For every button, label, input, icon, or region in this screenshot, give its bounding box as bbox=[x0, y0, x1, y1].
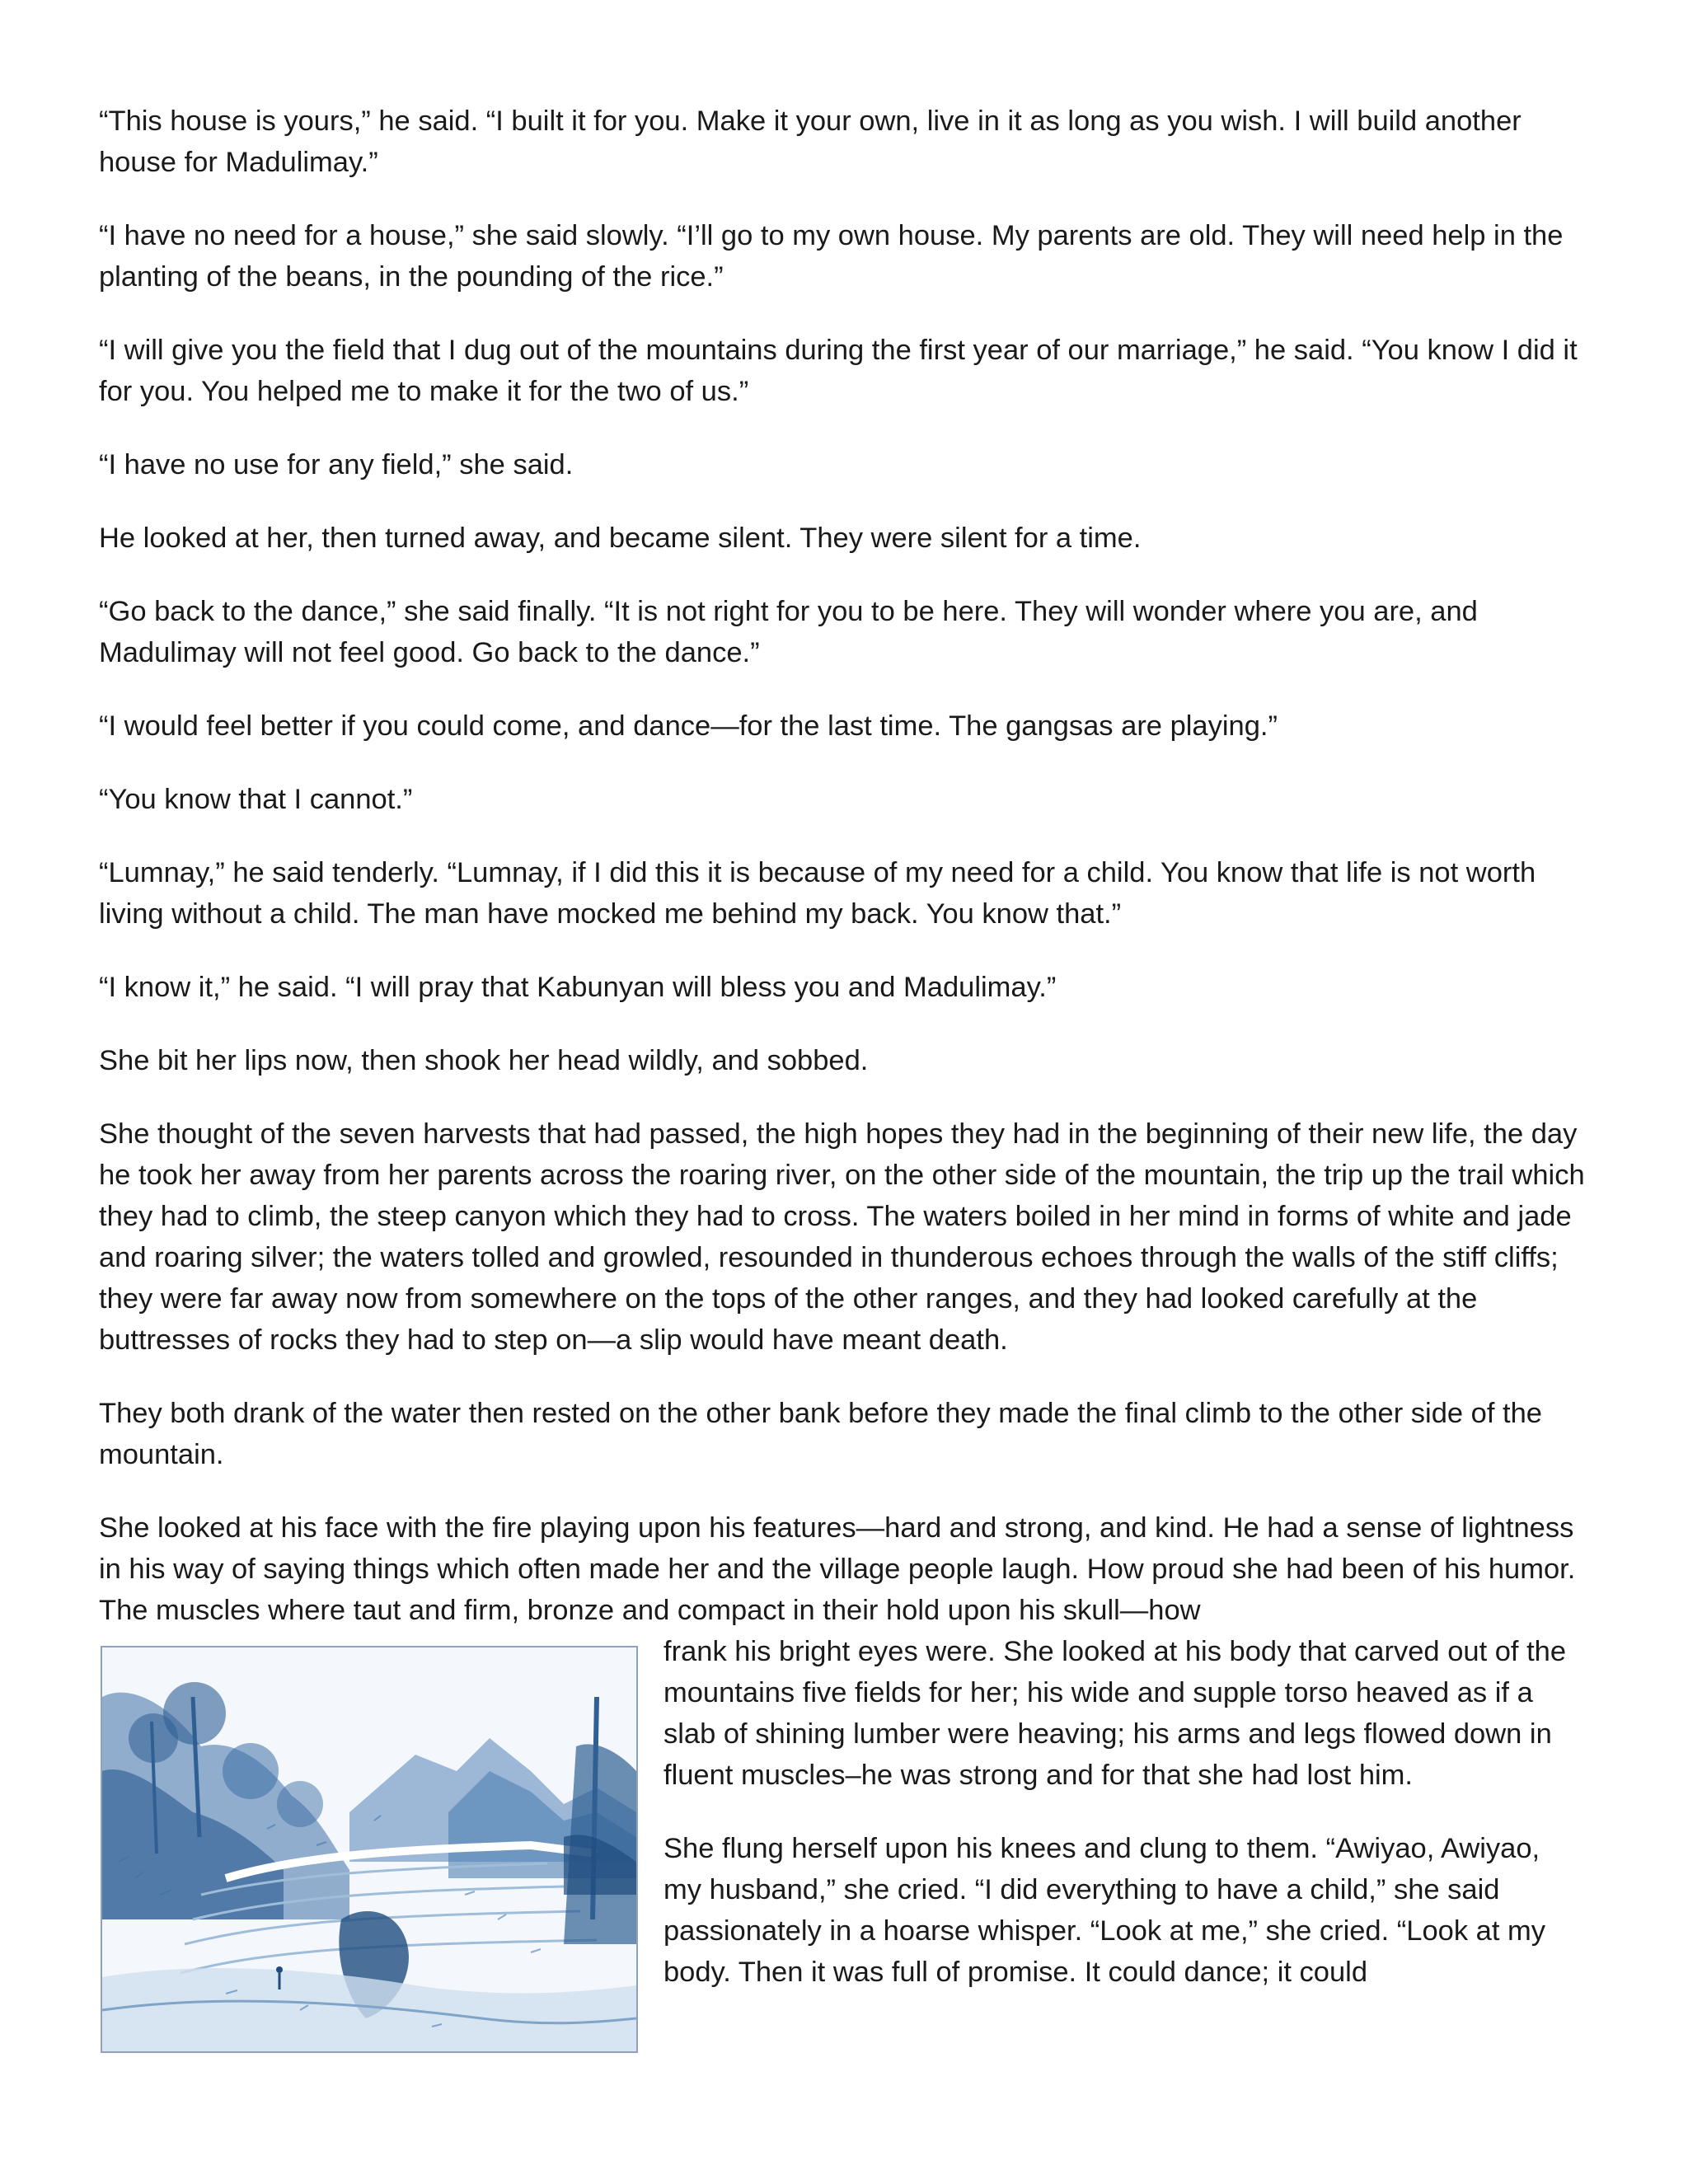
paragraph: “This house is yours,” he said. “I built it for you. Make it your own, live in it as long as you wish. I will build another house for Madulimay.” bbox=[99, 105, 1522, 178]
paragraph: She looked at his face with the fire playing upon his features—hard and strong, and kind. He had a sense of lightness in his way of saying things which often made her and the village people laugh. How proud she had been of his humor. The muscles where taut and firm, bronze and compact in their hold upon his skull—how bbox=[99, 1512, 1576, 1626]
rice-terraces-illustration bbox=[101, 1646, 638, 2053]
paragraph: He looked at her, then turned away, and became silent. They were silent for a time. bbox=[99, 523, 1142, 554]
paragraph: She flung herself upon his knees and clung to them. “Awiyao, Awiyao, my husband,” she cried. “I did everything to have a child,” she said passionately in a hoarse whisper. “Look at me,” she cried. “Look at my body. Then it was full of promise. It could dance; it could bbox=[663, 1833, 1546, 1988]
paragraph: frank his bright eyes were. She looked at his body that carved out of the mountains five fields for her; his wide and supple torso heaved as if a slab of shining lumber were heaving; his arms and legs flowed down in fluent muscles–he was strong and for that she had lost him. bbox=[663, 1636, 1567, 1791]
paragraph: “I have no use for any field,” she said. bbox=[99, 449, 574, 480]
landscape-sketch bbox=[102, 1647, 636, 2051]
document-page bbox=[99, 101, 1591, 2025]
paragraph: She thought of the seven harvests that had passed, the high hopes they had in the beginning of their new life, the day he took her away from her parents across the roaring river, on the other side of the mountain, the trip up the trail which they had to climb, the steep canyon which they had to cross. The waters boiled in her mind in forms of white and jade and roaring silver; the waters tolled and growled, resounded in thunderous echoes through the walls of the stiff cliffs; they were far away now from somewhere on the tops of the other ranges, and they had looked carefully at the buttresses of rocks they had to step on—a slip would have meant death. bbox=[99, 1118, 1585, 1356]
wrapped-text-column bbox=[663, 1631, 1578, 1993]
paragraph: “You know that I cannot.” bbox=[99, 784, 413, 815]
paragraph: “I would feel better if you could come, and dance—for the last time. The gangsas are playing.” bbox=[99, 710, 1278, 742]
paragraph: “Go back to the dance,” she said finally. “It is not right for you to be here. They will wonder where you are, and Madulimay will not feel good. Go back to the dance.” bbox=[99, 596, 1478, 668]
paragraph: “I know it,” he said. “I will pray that Kabunyan will bless you and Madulimay.” bbox=[99, 972, 1057, 1003]
figure-row bbox=[99, 1631, 1591, 1993]
paragraph: “I will give you the field that I dug out of the mountains during the first year of our marriage,” he said. “You know I did it for you. You helped me to make it for the two of us.” bbox=[99, 335, 1578, 407]
paragraph: They both drank of the water then rested on the other bank before they made the final climb to the other side of the mountain. bbox=[99, 1398, 1542, 1470]
paragraph: “Lumnay,” he said tenderly. “Lumnay, if I did this it is because of my need for a child. You know that life is not worth living without a child. The man have mocked me behind my back. You know that.” bbox=[99, 857, 1536, 930]
paragraph: She bit her lips now, then shook her head wildly, and sobbed. bbox=[99, 1045, 869, 1076]
paragraph: “I have no need for a house,” she said slowly. “I’ll go to my own house. My parents are old. They will need help in the planting of the beans, in the pounding of the rice.” bbox=[99, 220, 1564, 293]
